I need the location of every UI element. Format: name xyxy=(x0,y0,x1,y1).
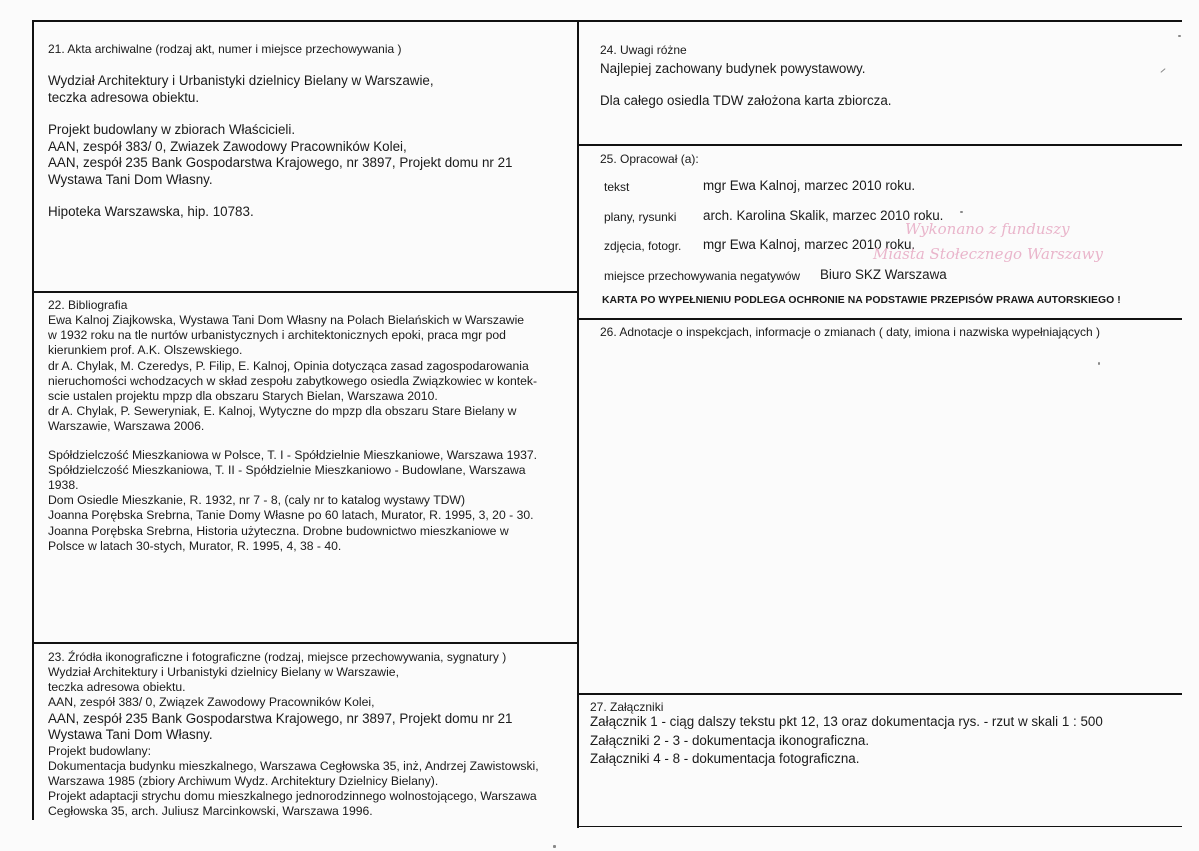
section-26-header: 26. Adnotacje o inspekcjach, informacje o zmianach ( daty, imiona i nazwiska wypełniających ) xyxy=(600,325,1101,339)
bibliography-line: dr A. Chylak, P. Seweryniak, E. Kalnoj, Wytyczne do mpzp dla obszaru Stare Bielany w xyxy=(48,404,517,419)
column-divider xyxy=(577,20,579,828)
funding-stamp-line-2: Miasta Stołecznego Warszawy xyxy=(873,245,1103,263)
source-line: Cegłowska 35, arch. Juliusz Marcinkowski, Warszawa 1996. xyxy=(48,804,373,819)
prepared-row-text xyxy=(604,178,629,196)
bibliography-line: kierunkiem prof. A.K. Olszewskiego. xyxy=(48,343,243,358)
section-25-header: 25. Opracował (a): xyxy=(600,152,699,166)
prepared-row-photos xyxy=(604,237,681,255)
bibliography-line: scie ustalen projektu mpzp dla obszaru Starych Bielan, Warszawa 2010. xyxy=(48,389,438,404)
section-24-header: 24. Uwagi różne xyxy=(600,43,687,57)
copyright-notice: KARTA PO WYPEŁNIENIU PODLEGA OCHRONIE NA PODSTAWIE PRZEPISÓW PRAWA AUTORSKIEGO ! xyxy=(602,295,1121,306)
source-line: Projekt adaptacji strychu domu mieszkalnego jednorodzinnego wolnostojącego, Warszawa xyxy=(48,789,537,804)
archival-line: Projekt budowlany w zbiorach Właścicieli. xyxy=(48,122,296,137)
attachment-line: Załączniki 2 - 3 - dokumentacja ikonograficzna. xyxy=(590,732,870,748)
bibliography-line: Ewa Kalnoj Ziajkowska, Wystawa Tani Dom Własny na Polach Bielańskich w Warszawie xyxy=(48,313,525,327)
bibliography-line: 1938. xyxy=(48,478,79,493)
bibliography-line: Warszawie, Warszawa 2006. xyxy=(48,419,205,434)
scan-speck xyxy=(553,845,556,848)
scan-speck xyxy=(1178,35,1181,37)
source-line: Warszawa 1985 (zbiory Archiwum Wydz. Architektury Dzielnicy Bielany). xyxy=(48,774,439,789)
funding-stamp-line-1: Wykonano z funduszy xyxy=(905,220,1070,238)
prepared-row-negatives xyxy=(604,267,800,285)
section-22-header: 22. Bibliografia xyxy=(48,298,128,312)
archival-line: Wydział Architektury i Urbanistyki dzielnicy Bielany w Warszawie, xyxy=(48,73,434,88)
prepared-value: mgr Ewa Kalnoj, marzec 2010 roku. xyxy=(703,237,916,252)
frame-top-rule xyxy=(32,20,1182,22)
section-27-header: 27. Załączniki xyxy=(590,700,664,714)
section-22-bibliography xyxy=(48,298,573,554)
row-divider-25-26 xyxy=(578,318,1182,320)
archival-line: AAN, zespół 235 Bank Gospodarstwa Krajowego, nr 3897, Projekt domu nr 21 xyxy=(48,155,513,170)
source-line: Wydział Architektury i Urbanistyki dzielnicy Bielany w Warszawie, xyxy=(48,665,399,679)
prepared-label: zdjęcia, fotogr. xyxy=(604,239,682,253)
archival-line: Wystawa Tani Dom Własny. xyxy=(48,171,213,187)
source-line: Projekt budowlany: xyxy=(48,743,151,758)
frame-bottom-rule-right xyxy=(578,826,1182,827)
remark-line: Najlepiej zachowany budynek powystawowy. xyxy=(600,61,866,76)
row-divider-22-23 xyxy=(32,642,578,644)
bibliography-line: Joanna Porębska Srebrna, Tanie Domy Własne po 60 latach, Murator, R. 1995, 3, 20 - 30. xyxy=(48,508,534,523)
section-21-archival-records xyxy=(48,42,573,221)
prepared-value: Biuro SKZ Warszawa xyxy=(820,267,947,282)
prepared-row-plans xyxy=(604,208,676,226)
section-21-header: 21. Akta archiwalne (rodzaj akt, numer i miejsce przechowywania ) xyxy=(48,42,402,56)
remark-line: Dla całego osiedla TDW założona karta zbiorcza. xyxy=(600,92,892,108)
bibliography-line: w 1932 roku na tle nurtów urbanistycznych i architektonicznych epoki, praca mgr pod xyxy=(48,328,506,343)
bibliography-line: Spółdzielczość Mieszkaniowa, T. II - Spółdzielnie Mieszkaniowo - Budowlane, Warszawa xyxy=(48,462,526,477)
section-24-remarks xyxy=(600,43,1170,109)
source-line: Wystawa Tani Dom Własny. xyxy=(48,727,213,743)
row-divider-21-22 xyxy=(32,291,578,293)
section-26-inspection-notes xyxy=(600,325,1180,340)
attachment-line: Załącznik 1 - ciąg dalszy tekstu pkt 12, 13 oraz dokumentacja rys. - rzut w skali 1 : 500 xyxy=(590,714,1103,729)
section-23-iconographic-sources xyxy=(48,650,573,820)
bibliography-line: Dom Osiedle Mieszkanie, R. 1932, nr 7 - 8, (caly nr to katalog wystawy TDW) xyxy=(48,493,465,508)
bibliography-line: nieruchomości wchodzacych w skład zespołu zabytkowego osiedla Związkowiec w kontek- xyxy=(48,373,538,388)
bibliography-line: dr A. Chylak, M. Czeredys, P. Filip, E. Kalnoj, Opinia dotycząca zasad zagospodarowania xyxy=(48,358,529,373)
section-25-prepared-by xyxy=(600,152,1180,316)
section-23-header: 23. Źródła ikonograficzne i fotograficzne (rodzaj, miejsce przechowywania, sygnatury ) xyxy=(48,650,507,664)
bibliography-line: Spółdzielczość Mieszkaniowa w Polsce, T. I - Spółdzielnie Mieszkaniowe, Warszawa 1937. xyxy=(48,447,538,462)
row-divider-24-25 xyxy=(578,144,1182,146)
scan-speck xyxy=(960,211,963,213)
prepared-label: tekst xyxy=(604,180,630,194)
attachment-line: Załączniki 4 - 8 - dokumentacja fotograficzna. xyxy=(590,751,860,766)
bibliography-line: Joanna Porębska Srebrna, Historia użyteczna. Drobne budownictwo mieszkaniowe w xyxy=(48,523,509,538)
prepared-label: miejsce przechowywania negatywów xyxy=(604,269,801,283)
prepared-value: arch. Karolina Skalik, marzec 2010 roku. xyxy=(703,208,944,223)
archival-line: teczka adresowa obiektu. xyxy=(48,89,200,105)
archival-line: AAN, zespół 383/ 0, Zwiazek Zawodowy Pracowników Kolei, xyxy=(48,138,407,154)
prepared-value: mgr Ewa Kalnoj, marzec 2010 roku. xyxy=(703,178,916,193)
bibliography-line: Polsce w latach 30-stych, Murator, R. 1995, 4, 38 - 40. xyxy=(48,538,342,553)
archival-line: Hipoteka Warszawska, hip. 10783. xyxy=(48,204,254,219)
row-divider-26-27 xyxy=(578,693,1182,695)
scan-speck xyxy=(1098,362,1100,365)
section-27-attachments xyxy=(590,700,1180,768)
source-line: Dokumentacja budynku mieszkalnego, Warszawa Cegłowska 35, inż, Andrzej Zawistowski, xyxy=(48,758,539,773)
prepared-label: plany, rysunki xyxy=(604,210,677,224)
source-line: AAN, zespół 235 Bank Gospodarstwa Krajowego, nr 3897, Projekt domu nr 21 xyxy=(48,710,513,726)
source-line: teczka adresowa obiektu. xyxy=(48,680,186,695)
frame-left-rule xyxy=(32,20,34,820)
source-line: AAN, zespół 383/ 0, Związek Zawodowy Pracowników Kolei, xyxy=(48,695,375,710)
